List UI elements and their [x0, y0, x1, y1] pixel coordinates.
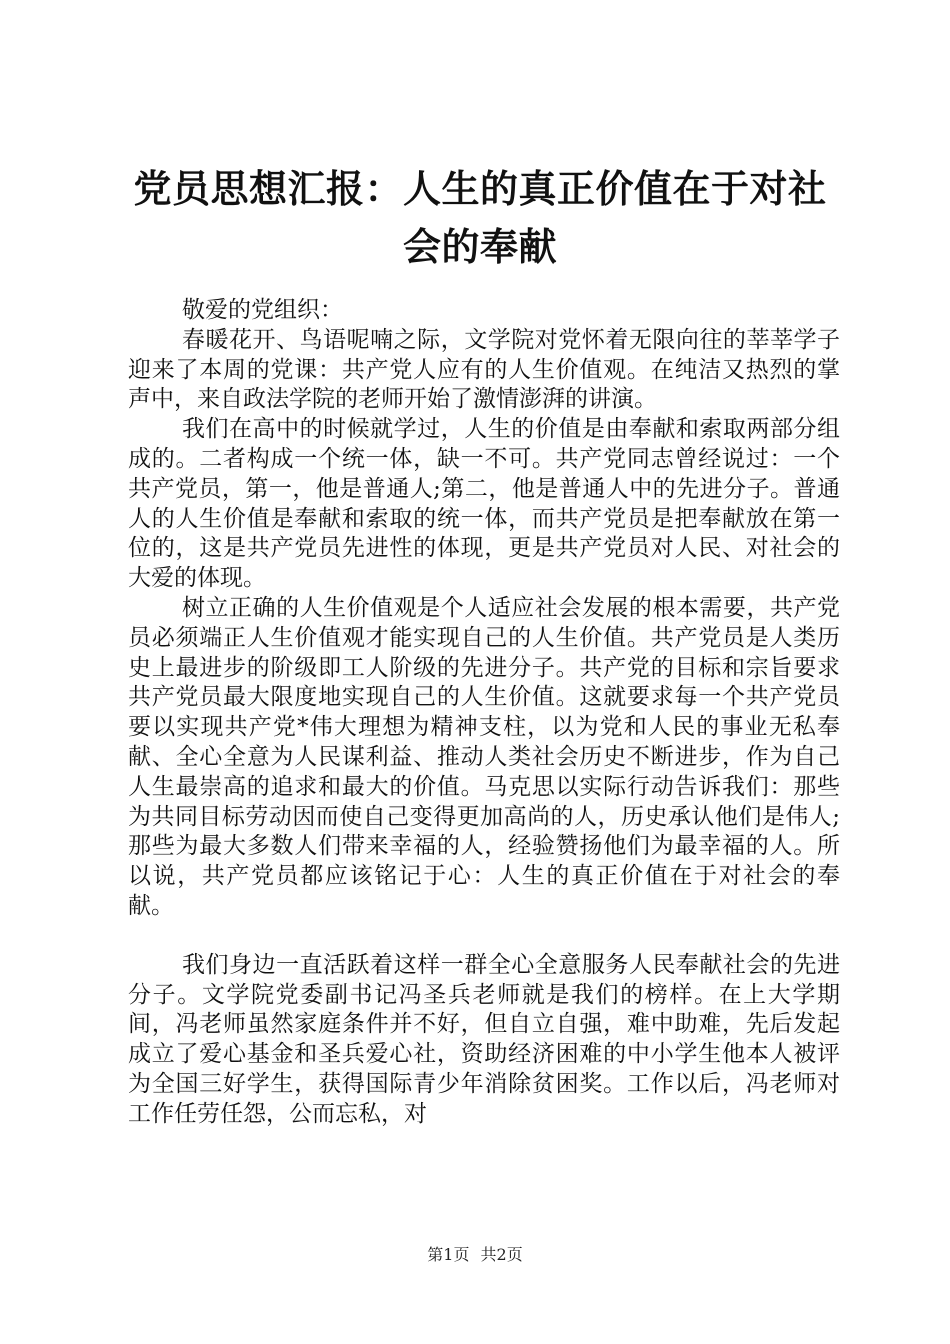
- paragraph-3: 树立正确的人生价值观是个人适应社会发展的根本需要，共产党员必须端正人生价值观才能实现自己的人生价值。共产党员是人类历史上最进步的阶级即工人阶级的先进分子。共产党的目标和宗旨要求共产党员最大限度地实现自己的人生价值。这就要求每一个共产党员要以实现共产党*伟大理想为精神支柱，以为党和人民的事业无私奉献、全心全意为人民谋利益、推动人类社会历史不断进步，作为自己人生最崇高的追求和最大的价值。马克思以实际行动告诉我们：那些为共同目标劳动因而使自己变得更加高尚的人，历史承认他们是伟人;那些为最大多数人们带来幸福的人，经验赞扬他们为最幸福的人。所以说，共产党员都应该铭记于心：人生的真正价值在于对社会的奉献。: [128, 594, 840, 919]
- document-title: 党员思想汇报：人生的真正价值在于对社会的奉献: [133, 166, 827, 269]
- page-number-current: 第1页: [427, 1245, 470, 1264]
- paragraph-2: 我们在高中的时候就学过，人生的价值是由奉献和索取两部分组成的。二者构成一个统一体，缺一不可。共产党同志曾经说过：一个共产党员，第一，他是普通人;第二，他是普通人中的先进分子。普通人的人生价值是奉献和索取的统一体，而共产党员是把奉献放在第一位的，这是共产党员先进性的体现，更是共产党员对人民、对社会的大爱的体现。: [128, 416, 840, 592]
- paragraph-4: 我们身边一直活跃着这样一群全心全意服务人民奉献社会的先进分子。文学院党委副书记冯圣兵老师就是我们的榜样。在上大学期间，冯老师虽然家庭条件并不好，但自立自强，难中助难，先后发起成立了爱心基金和圣兵爱心社，资助经济困难的中小学生他本人被评为全国三好学生，获得国际青少年消除贫困奖。工作以后，冯老师对工作任劳任怨，公而忘私，对: [128, 951, 840, 1127]
- page-number-total: 共2页: [480, 1245, 523, 1264]
- salutation: 敬爱的党组织：: [182, 297, 343, 323]
- document-body: [128, 296, 840, 1130]
- paragraph-1: 春暖花开、鸟语呢喃之际，文学院对党怀着无限向往的莘莘学子迎来了本周的党课：共产党人应有的人生价值观。在纯洁又热烈的掌声中，来自政法学院的老师开始了激情澎湃的讲演。: [128, 326, 840, 413]
- page-footer: [0, 1245, 950, 1265]
